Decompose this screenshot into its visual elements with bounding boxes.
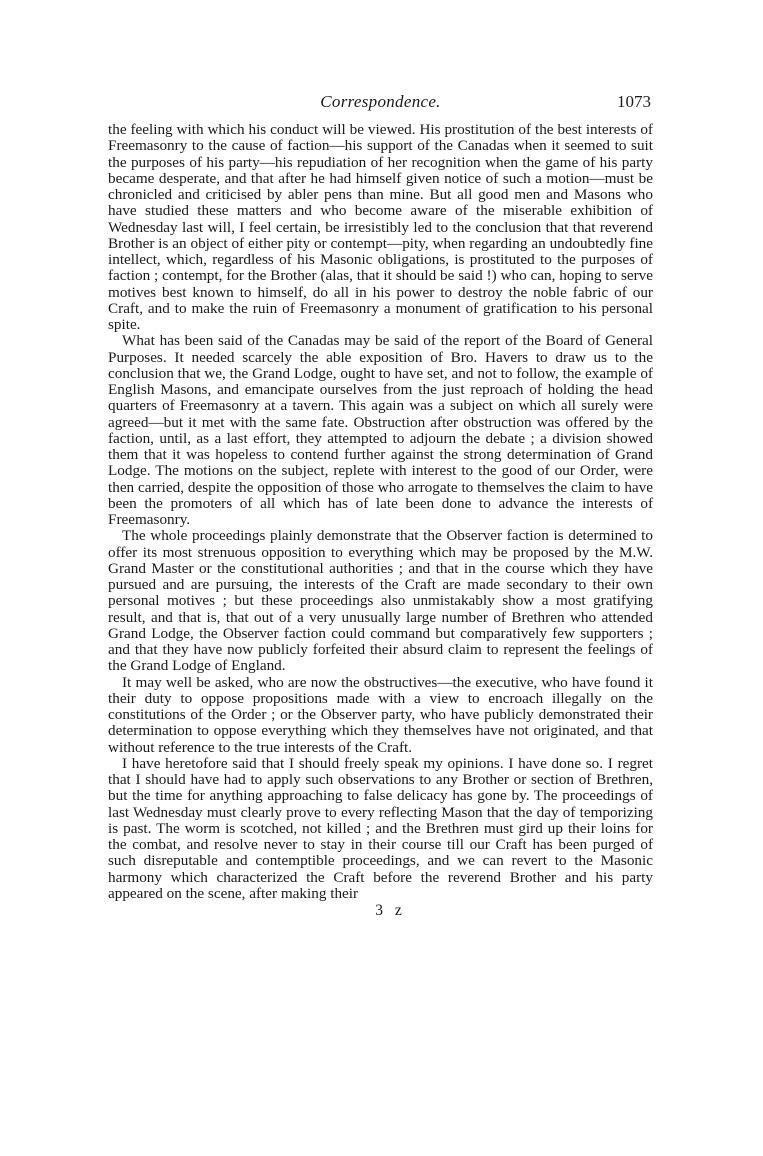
paragraph-3: The whole proceedings plainly demonstrate that the Observer faction is determined to offer its most strenuous opposition to everything which may be proposed by the M.W. Grand Master or the constitutional authorities ; and that in the course which they have pursued and are pursuing, the interests of the Craft are made secondary to their own personal motives ; but these proceedings also unmistakably show a most gratifying result, and that is, that out of a very unusually large number of Brethren who attended Grand Lodge, the Observer faction could command but comparatively few supporters ; and that they have now publicly forfeited their absurd claim to represent the feelings of the Grand Lodge of England. xyxy=(108,527,653,675)
article-body xyxy=(108,122,653,902)
page xyxy=(108,92,653,920)
paragraph-2: What has been said of the Canadas may be said of the report of the Board of General Purposes. It needed scarcely the able exposition of Bro. Havers to draw us to the conclusion that we, the Grand Lodge, ought to have set, and not to follow, the example of English Masons, and emancipate ourselves from the just reproach of holding the head quarters of Freemasonry at a tavern. This again was a subject on which all surely were agreed—but it met with the same fate. Obstruction after obstruction was offered by the faction, until, as a last effort, they attempted to adjourn the debate ; a division showed them that it was hopeless to contend further against the strong determination of Grand Lodge. The motions on the subject, replete with interest to the good of our Order, were then carried, despite the opposition of those who arrogate to themselves the claim to have been the promoters of all which has of late been done to advance the interests of Freemasonry. xyxy=(108,332,653,528)
page-number: 1073 xyxy=(617,92,651,111)
page-header xyxy=(108,92,653,122)
paragraph-4: It may well be asked, who are now the obstructives—the executive, who have found it their duty to oppose propositions made with a view to encroach illegally on the constitutions of the Order ; or the Observer party, who have publicly demonstrated their determination to oppose everything which they themselves have not originated, and that without reference to the true interests of the Craft. xyxy=(108,673,653,756)
paragraph-1: the feeling with which his conduct will be viewed. His prostitution of the best interests of Freemasonry to the cause of faction—his support of the Canadas when it seemed to suit the purposes of his party—his repudiation of her recognition when the game of his party became desperate, and that after he had himself given notice of such a motion—must be chronicled and criticised by abler pens than mine. But all good men and Masons who have studied these matters and who become aware of the miserable exhibition of Wednesday last will, I feel certain, be irresistibly led to the conclusion that that reverend Brother is an object of either pity or contempt—pity, when regarding an undoubtedly fine intellect, which, regardless of his Masonic obligations, is prostituted to the purposes of faction ; contempt, for the Brother (alas, that it should be said !) who can, hoping to serve motives best known to himself, do all in his power to destroy the noble fabric of our Craft, and to make the ruin of Freemasonry a monument of gratification to his personal spite. xyxy=(108,121,653,333)
paragraph-5: I have heretofore said that I should freely speak my opinions. I have done so. I regret that I should have had to apply such observations to any Brother or section of Brethren, but the time for anything approaching to false delicacy has gone by. The proceedings of last Wednesday must clearly prove to every reflecting Mason that the day of temporizing is past. The worm is scotched, not killed ; and the Brethren must gird up their loins for the combat, and resolve never to stay in their course till our Craft has been purged of such disreputable and contemptible proceedings, and we can revert to the Masonic harmony which characterized the Craft before the reverend Brother and his party appeared on the scene, after making their xyxy=(108,754,653,902)
running-title: Correspondence. xyxy=(320,92,441,111)
signature-mark: 3 z xyxy=(375,902,406,919)
